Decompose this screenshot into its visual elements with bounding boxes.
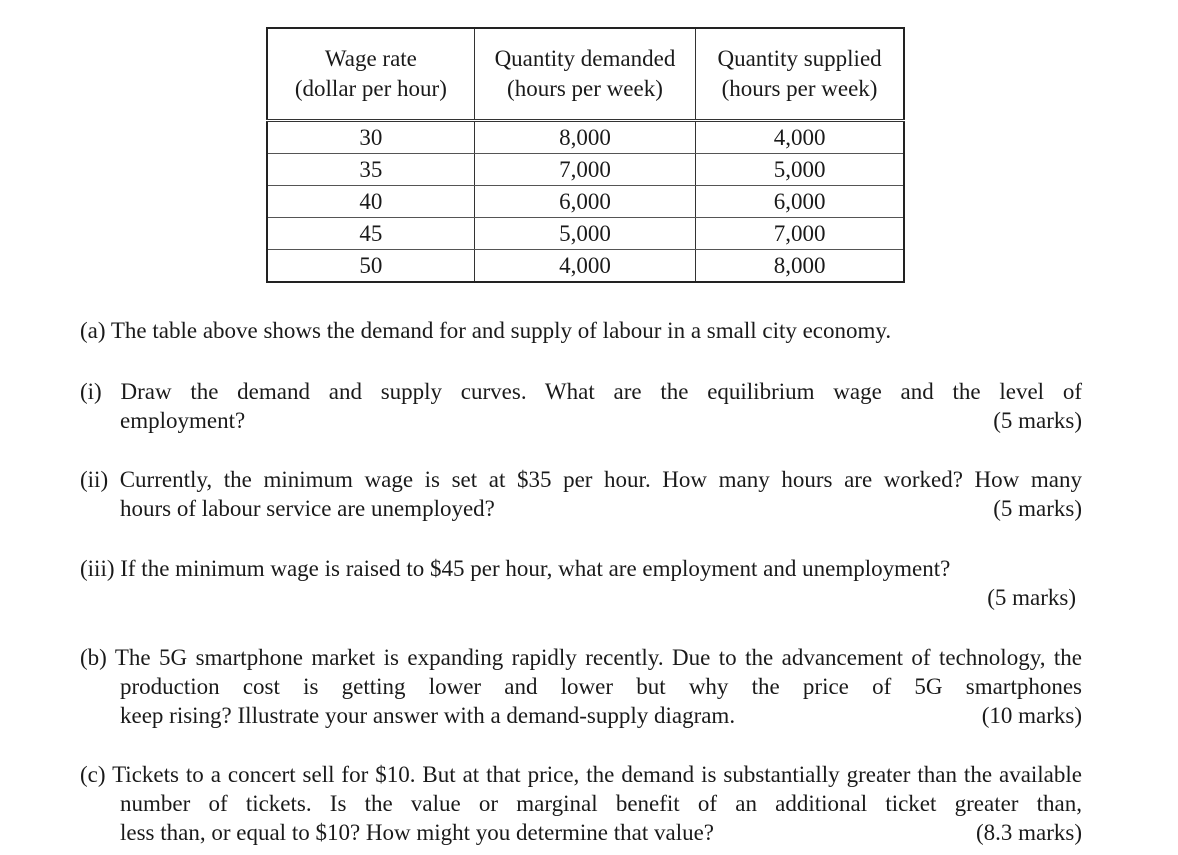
cell-supplied: 7,000 bbox=[696, 218, 904, 250]
header-quantity-demanded: Quantity demanded (hours per week) bbox=[474, 28, 695, 121]
question-a-text: (a) The table above shows the demand for and supply of labour in a small city economy. bbox=[80, 318, 892, 343]
header-wage-rate: Wage rate (dollar per hour) bbox=[267, 28, 474, 121]
cell-supplied: 8,000 bbox=[696, 250, 904, 283]
question-ii-text-end: hours of labour service are unemployed? bbox=[120, 496, 495, 521]
table-row bbox=[267, 218, 904, 250]
question-i-text-end: employment? bbox=[120, 408, 246, 433]
table-row bbox=[267, 186, 904, 218]
cell-wage: 30 bbox=[267, 121, 474, 154]
cell-demanded: 8,000 bbox=[474, 121, 695, 154]
cell-demanded: 7,000 bbox=[474, 154, 695, 186]
question-a bbox=[80, 316, 1082, 345]
table-row bbox=[267, 250, 904, 283]
header-quantity-supplied: Quantity supplied (hours per week) bbox=[696, 28, 904, 121]
question-b-text: (b) The 5G smartphone market is expanding rapidly recently. Due to the advancement of technology, the production cost is getting lower and lower but why the price of 5G smartphones bbox=[80, 645, 1082, 699]
question-iii bbox=[80, 554, 1082, 612]
question-b bbox=[80, 643, 1082, 730]
question-i-marks: (5 marks) bbox=[993, 408, 1082, 433]
table-row bbox=[267, 121, 904, 154]
question-c-marks: (8.3 marks) bbox=[975, 820, 1082, 845]
question-c-text-end: less than, or equal to $10? How might you determine that value? bbox=[120, 820, 715, 845]
question-i bbox=[80, 377, 1082, 435]
cell-supplied: 4,000 bbox=[696, 121, 904, 154]
cell-wage: 45 bbox=[267, 218, 474, 250]
question-b-text-end: keep rising? Illustrate your answer with a demand-supply diagram. bbox=[120, 703, 736, 728]
question-ii-text: (ii) Currently, the minimum wage is set at $35 per hour. How many hours are worked? How many bbox=[80, 467, 1082, 492]
question-c-text: (c) Tickets to a concert sell for $10. But at that price, the demand is substantially greater than the available number of tickets. Is the value or marginal benefit of an additional ticket greater than, bbox=[80, 762, 1082, 816]
labour-market-table bbox=[266, 27, 905, 283]
question-ii bbox=[80, 465, 1082, 523]
question-iii-marks: (5 marks) bbox=[987, 585, 1076, 610]
cell-supplied: 5,000 bbox=[696, 154, 904, 186]
cell-wage: 35 bbox=[267, 154, 474, 186]
question-c bbox=[80, 760, 1082, 847]
cell-demanded: 4,000 bbox=[474, 250, 695, 283]
cell-wage: 40 bbox=[267, 186, 474, 218]
question-iii-text: (iii) If the minimum wage is raised to $45 per hour, what are employment and unemployment? bbox=[80, 556, 951, 581]
cell-demanded: 5,000 bbox=[474, 218, 695, 250]
cell-demanded: 6,000 bbox=[474, 186, 695, 218]
table-row bbox=[267, 154, 904, 186]
table-header-row bbox=[267, 28, 904, 121]
question-i-text: (i) Draw the demand and supply curves. What are the equilibrium wage and the level of bbox=[80, 379, 1082, 404]
question-b-marks: (10 marks) bbox=[981, 703, 1082, 728]
question-ii-marks: (5 marks) bbox=[993, 496, 1082, 521]
cell-supplied: 6,000 bbox=[696, 186, 904, 218]
cell-wage: 50 bbox=[267, 250, 474, 283]
